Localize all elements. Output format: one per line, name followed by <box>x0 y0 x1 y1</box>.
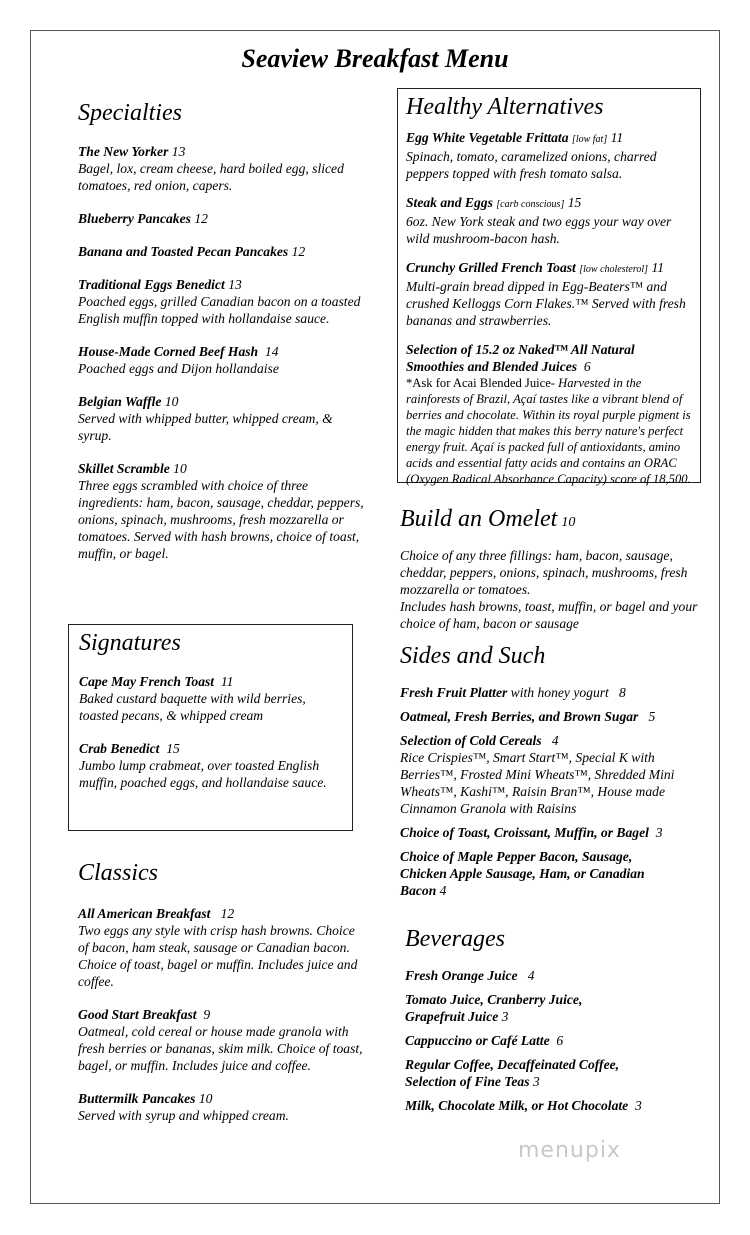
menu-item: Skillet Scramble 10 Three eggs scrambled with choice of three ingredients: ham, bacon, sausage, cheddar, peppers, onions, spinach, mushrooms, fresh mozzarella or tomatoes. Served with hash browns, choice of toast, muffin, or bagel. <box>78 461 364 561</box>
menu-item: Cappuccino or Café Latte 6 <box>405 1033 564 1048</box>
menu-item: Selection of 15.2 oz Naked™ All Natural Smoothies and Blended Juices 6 *Ask for Acai Blended Juice- Harvested in the rainforests of Brazil, Açaí tastes like a vibrant blend of berries and chocolate. Within its royal purple pigment is the magic hidden that makes this berry nature's perfect energy fruit. Açaí is packed full of antioxidants, amino acids and essential fatty acids and contains an ORAC (Oxygen Radical Absorbance Capacity) score of 18,500. <box>406 342 691 486</box>
classics-heading: Classics <box>78 860 159 886</box>
omelet-heading: Build an Omelet <box>400 506 558 532</box>
menu-item: Crunchy Grilled French Toast [low cholesterol] 11 Multi-grain bread dipped in Egg-Beaters™ and crushed Kelloggs Corn Flakes.™ Served with fresh bananas and strawberries. <box>406 260 686 328</box>
specialties-section <box>78 100 368 562</box>
beverages-heading: Beverages <box>405 926 505 952</box>
menu-item: House-Made Corned Beef Hash 14 Poached eggs and Dijon hollandaise <box>78 344 279 376</box>
healthy-box <box>397 88 701 486</box>
menu-item: Milk, Chocolate Milk, or Hot Chocolate 3 <box>405 1098 642 1113</box>
menu-item: Crab Benedict 15 Jumbo lump crabmeat, over toasted English muffin, poached eggs, and hollandaise sauce. <box>79 741 327 790</box>
menu-item: Belgian Waffle 10 Served with whipped butter, whipped cream, & syrup. <box>78 394 333 443</box>
menu-item: Steak and Eggs [carb conscious] 15 6oz. New York steak and two eggs your way over wild mushroom-bacon hash. <box>406 195 672 246</box>
menu-item: Oatmeal, Fresh Berries, and Brown Sugar 5 <box>400 709 656 724</box>
omelet-description: Choice of any three fillings: ham, bacon, sausage, cheddar, peppers, onions, spinach, mushrooms, fresh mozzarella or tomatoes. Includes hash browns, toast, muffin, or bagel and your choice of ham, bacon or sausage <box>400 548 698 631</box>
beverages-section <box>405 926 705 1114</box>
page-title: Seaview Breakfast Menu <box>241 44 509 73</box>
specialties-list <box>78 143 368 562</box>
menu-item: Tomato Juice, Cranberry Juice, Grapefruit Juice 3 <box>405 992 583 1024</box>
specialties-heading: Specialties <box>78 100 182 126</box>
menu-item: Buttermilk Pancakes 10 Served with syrup and whipped cream. <box>78 1091 289 1123</box>
sides-heading: Sides and Such <box>400 643 546 669</box>
menu-item: Regular Coffee, Decaffeinated Coffee, Selection of Fine Teas 3 <box>405 1057 620 1089</box>
menu-item: Egg White Vegetable Frittata [low fat] 11 Spinach, tomato, caramelized onions, charred peppers topped with fresh tomato salsa. <box>406 130 657 181</box>
menu-item: Fresh Fruit Platter with honey yogurt 8 <box>400 685 626 700</box>
sides-section <box>400 643 710 899</box>
menu-item: The New Yorker 13 Bagel, lox, cream cheese, hard boiled egg, sliced tomatoes, red onion, capers. <box>78 144 344 193</box>
menu-item: Selection of Cold Cereals 4 Rice Crispies™, Smart Start™, Special K with Berries™, Frosted Mini Wheats™, Shredded Mini Wheats™, Kashi™, Raisin Bran™, House made Cinnamon Granola with Raisins <box>400 733 675 816</box>
menu-item: Choice of Maple Pepper Bacon, Sausage, Chicken Apple Sausage, Ham, or Canadian Bacon 4 <box>400 849 645 898</box>
omelet-section <box>400 506 710 632</box>
signatures-heading: Signatures <box>79 630 181 656</box>
menu-item: Traditional Eggs Benedict 13 Poached eggs, grilled Canadian bacon on a toasted English muffin topped with hollandaise sauce. <box>78 277 361 326</box>
menu-item: Banana and Toasted Pecan Pancakes 12 <box>78 244 306 259</box>
menu-item: Good Start Breakfast 9 Oatmeal, cold cereal or house made granola with fresh berries or bananas, skim milk. Choice of toast, bagel, or muffin. Includes juice and coffee. <box>78 1007 363 1073</box>
menu-item: Choice of Toast, Croissant, Muffin, or Bagel 3 <box>400 825 663 840</box>
signatures-box <box>68 624 353 831</box>
menu-item: All American Breakfast 12 Two eggs any style with crisp hash browns. Choice of bacon, ham steak, sausage or Canadian bacon. Choice of toast, bagel or muffin. Includes juice and coffee. <box>78 906 358 989</box>
healthy-heading: Healthy Alternatives <box>406 94 604 120</box>
menupix-watermark: menupix <box>518 1138 621 1163</box>
omelet-price: 10 <box>561 515 576 530</box>
menu-item: Fresh Orange Juice 4 <box>405 968 535 983</box>
classics-section <box>78 860 368 1124</box>
menu-item: Blueberry Pancakes 12 <box>78 211 208 226</box>
menu-item: Cape May French Toast 11 Baked custard baquette with wild berries, toasted pecans, & whipped cream <box>79 674 306 723</box>
